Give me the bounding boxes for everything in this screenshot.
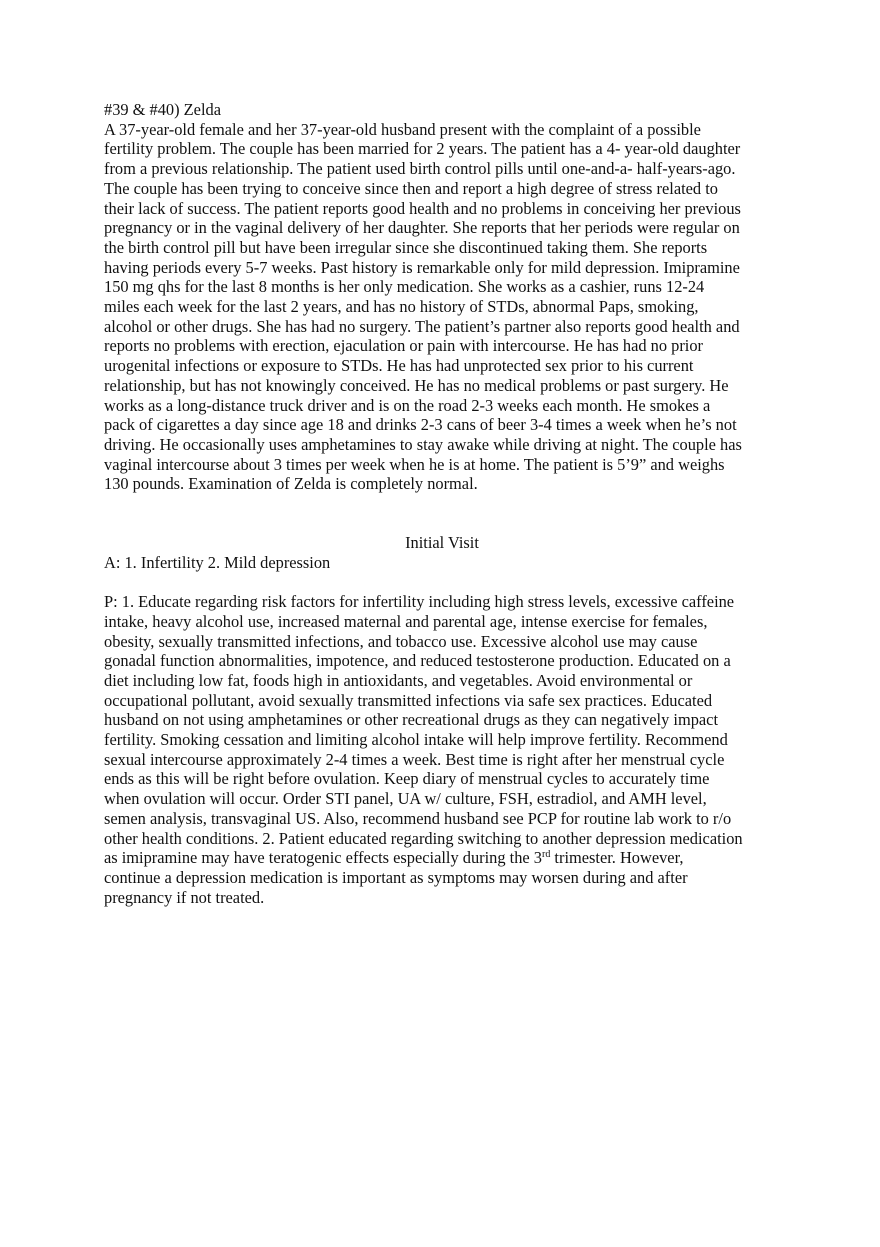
plan-line: ends as this will be right before ovulation. Keep diary of menstrual cycles to accurately time bbox=[104, 769, 710, 789]
history-line: 150 mg qhs for the last 8 months is her only medication. She works as a cashier, runs 12-24 bbox=[104, 277, 705, 297]
document-page bbox=[104, 100, 780, 907]
plan-line: pregnancy if not treated. bbox=[104, 887, 265, 907]
plan-line: gonadal function abnormalities, impotence, and reduced testosterone production. Educated on a bbox=[104, 651, 731, 671]
plan-line: husband on not using amphetamines or other recreational drugs as they can negatively impact bbox=[104, 710, 719, 730]
history-line: 130 pounds. Examination of Zelda is completely normal. bbox=[104, 474, 478, 494]
case-history bbox=[104, 120, 780, 494]
history-line: the birth control pill but have been irregular since she discontinued taking them. She reports bbox=[104, 237, 708, 257]
plan-line: semen analysis, transvaginal US. Also, recommend husband see PCP for routine lab work to r/o bbox=[104, 808, 732, 828]
history-line: relationship, but has not knowingly conceived. He has no medical problems or past surgery. He bbox=[104, 375, 729, 395]
plan-line: fertility. Smoking cessation and limiting alcohol intake will help improve fertility. Recommend bbox=[104, 730, 728, 750]
plan-paragraph bbox=[104, 592, 780, 907]
history-line: driving. He occasionally uses amphetamines to stay awake while driving at night. The couple has bbox=[104, 434, 742, 454]
history-line: A 37-year-old female and her 37-year-old husband present with the complaint of a possible bbox=[104, 119, 701, 139]
plan-line: when ovulation will occur. Order STI panel, UA w/ culture, FSH, estradiol, and AMH level, bbox=[104, 789, 707, 809]
paragraph-spacer bbox=[104, 572, 780, 592]
history-line: miles each week for the last 2 years, and has no history of STDs, abnormal Paps, smoking, bbox=[104, 297, 699, 317]
history-line: alcohol or other drugs. She has had no surgery. The patient’s partner also reports good health and bbox=[104, 316, 740, 336]
ordinal-superscript: rd bbox=[541, 849, 551, 861]
history-line: their lack of success. The patient reports good health and no problems in conceiving her previous bbox=[104, 198, 741, 218]
plan-line: other health conditions. 2. Patient educated regarding switching to another depression medication bbox=[104, 828, 743, 848]
case-title: #39 & #40) Zelda bbox=[104, 100, 221, 119]
visit-heading: Initial Visit bbox=[405, 533, 479, 553]
case-section bbox=[104, 100, 780, 494]
plan-line: obesity, sexually transmitted infections, and tobacco use. Excessive alcohol use may cause bbox=[104, 631, 698, 651]
plan-line: continue a depression medication is important as symptoms may worsen during and after bbox=[104, 868, 688, 887]
plan-text-before-superscript: as imipramine may have teratogenic effects especially during the 3 bbox=[104, 848, 542, 868]
plan-line: occupational pollutant, avoid sexually transmitted infections via safe sex practices. Educated bbox=[104, 690, 713, 710]
assessment-line: A: 1. Infertility 2. Mild depression bbox=[104, 552, 331, 572]
history-line: vaginal intercourse about 3 times per week when he is at home. The patient is 5’9” and weighs bbox=[104, 454, 725, 474]
history-line: fertility problem. The couple has been married for 2 years. The patient has a 4- year-old daughter bbox=[104, 139, 741, 159]
history-line: works as a long-distance truck driver and is on the road 2-3 weeks each month. He smokes a bbox=[104, 395, 711, 415]
plan-text-after-superscript: trimester. However, bbox=[550, 848, 684, 868]
history-line: pack of cigarettes a day since age 18 and drinks 2-3 cans of beer 3-4 times a week when he’s not bbox=[104, 415, 737, 435]
plan-line: P: 1. Educate regarding risk factors for infertility including high stress levels, excessive caffeine bbox=[104, 592, 735, 612]
plan-line: sexual intercourse approximately 2-4 times a week. Best time is right after her menstrual cycle bbox=[104, 749, 725, 769]
section-spacer bbox=[104, 494, 780, 533]
history-line: The couple has been trying to conceive since then and report a high degree of stress related to bbox=[104, 178, 718, 198]
visit-section bbox=[104, 533, 780, 907]
history-line: having periods every 5-7 weeks. Past history is remarkable only for mild depression. Imipramine bbox=[104, 257, 740, 277]
history-line: pregnancy or in the vaginal delivery of her daughter. She reports that her periods were regular on bbox=[104, 218, 740, 238]
history-line: urogenital infections or exposure to STDs. He has had unprotected sex prior to his current bbox=[104, 356, 694, 376]
plan-line-with-superscript bbox=[104, 848, 780, 868]
history-line: reports no problems with erection, ejaculation or pain with intercourse. He has had no prior bbox=[104, 336, 703, 356]
plan-line: intake, heavy alcohol use, increased maternal and parental age, intense exercise for females, bbox=[104, 611, 708, 631]
plan-line: diet including low fat, foods high in antioxidants, and vegetables. Avoid environmental or bbox=[104, 670, 693, 690]
history-line: from a previous relationship. The patient used birth control pills until one-and-a- half-years-ago. bbox=[104, 159, 736, 179]
